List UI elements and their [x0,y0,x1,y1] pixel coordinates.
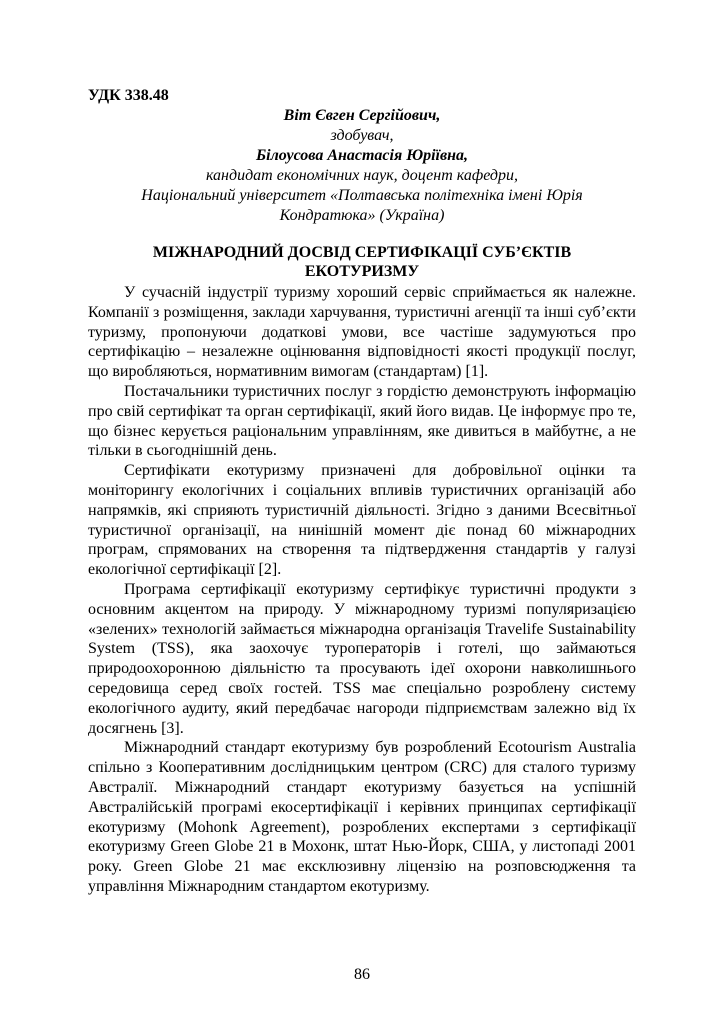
paragraph: Постачальники туристичних послуг з гордістю демонструють інформацію про свій сертифікат та орган сертифікації, який його видав. Це інформує про те, що бізнес керується раціональним управлінням, яке дивиться в майбутнє, а не тільки в сьогоднішній день. [88,382,636,460]
author2-role: кандидат економічних наук, доцент кафедри, [205,167,519,184]
affiliation-line2: Кондратюка» (Україна) [279,207,445,224]
article-title [88,243,636,281]
author2-name: Білоусова Анастасія Юріївна, [255,147,469,164]
author1-role: здобувач, [330,127,394,144]
affiliation-line1: Національний університет «Полтавська політехніка імені Юрія [141,187,583,204]
paragraph: Програма сертифікації екотуризму сертифікує туристичні продукти з основним акцентом на природу. У міжнародному туризмі популяризацією «зелених» технологій займається міжнародна організація Travelife Sustainability System (TSS), яка заохочує туроператорів і готелі, що займаються природоохоронною діяльністю та просувають ідеї охорони навколишнього середовища серед своїх гостей. TSS має спеціально розроблену систему екологічного аудиту, який передбачає нагороди підприємствам залежно від їх досягнень [3]. [88,580,636,737]
article-title-line2: ЕКОТУРИЗМУ [304,263,420,280]
paragraph: Міжнародний стандарт екотуризму був розроблений Ecotourism Australia спільно з Кооперативним дослідницьким центром (CRC) для сталого туризму Австралії. Міжнародний стандарт екотуризму базується на успішній Австралійській програмі екосертифікації і керівних принципах сертифікації екотуризму (Mohonk Agreement), розроблених експертами з сертифікації екотуризму Green Globe 21 в Мохонк, штат Нью-Йорк, США, у листопаді 2001 року. Green Globe 21 має ексклюзивну ліцензію на розповсюдження та управління Міжнародним стандартом екотуризму. [88,739,636,895]
paragraph: Сертифікати екотуризму призначені для добровільної оцінки та моніторингу екологічних і соціальних впливів туристичних організацій або напрямків, які сприяють туристичній діяльності. Згідно з даними Всесвітньої туристичної організації, на нинішній момент діє понад 60 міжнародних програм, спрямованих на створення та підтвердження стандартів у галузі екологічної сертифікації [2]. [88,462,636,579]
article-title-line1: МІЖНАРОДНИЙ ДОСВІД СЕРТИФІКАЦІЇ СУБ’ЄКТІВ [152,244,572,261]
udk-code: УДК 338.48 [88,87,169,104]
page-number: 86 [354,966,370,983]
author-block [88,106,636,226]
author1-name: Віт Євген Сергійович, [283,107,441,124]
article-body [88,283,636,897]
paragraph: У сучасній індустрії туризму хороший сервіс сприймається як належне. Компанії з розміщення, заклади харчування, туристичні агенції та інші суб’єкти туризму, пропонуючи додаткові умови, все частіше задумуються про сертифікацію – незалежне оцінювання відповідності якості продукції послуг, що виробляються, нормативним вимогам (стандартам) [1]. [88,284,636,381]
